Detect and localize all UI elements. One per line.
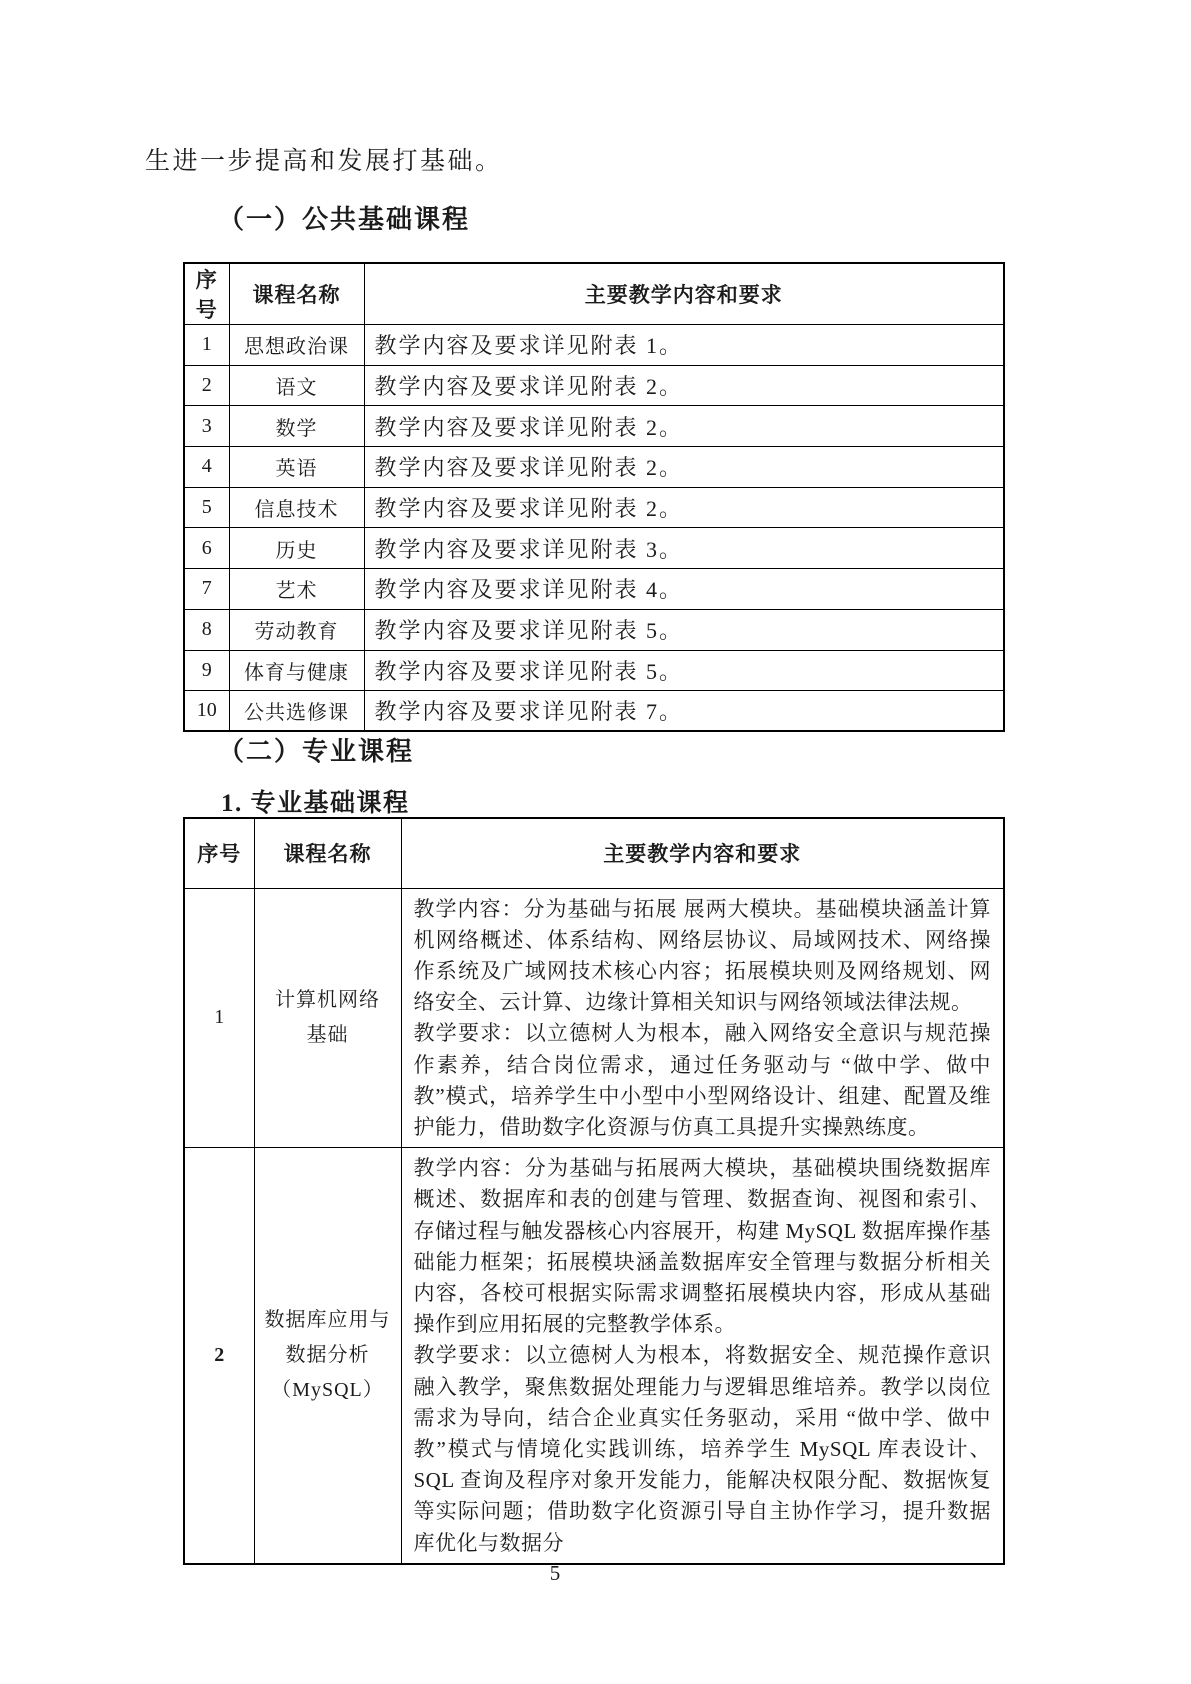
column-header-no: 序号	[184, 263, 229, 325]
table-row	[184, 487, 1004, 528]
cell-content: 教学内容及要求详见附表 5。	[364, 650, 1004, 691]
table-row-database-mysql	[184, 1148, 1004, 1564]
cell-course-name: 历史	[229, 528, 364, 569]
table-row	[184, 365, 1004, 406]
column-header-course-name: 课程名称	[229, 263, 364, 325]
cell-course-name: 数学	[229, 406, 364, 447]
table-row	[184, 325, 1004, 366]
cell-no: 7	[184, 569, 229, 610]
cell-no: 2	[184, 1148, 254, 1564]
cell-course-name: 艺术	[229, 569, 364, 610]
column-header-course-name: 课程名称	[254, 818, 401, 888]
cell-course-name: 信息技术	[229, 487, 364, 528]
cell-no: 5	[184, 487, 229, 528]
cell-content: 教学内容及要求详见附表 4。	[364, 569, 1004, 610]
cell-no: 8	[184, 609, 229, 650]
table-row-computer-network	[184, 888, 1004, 1148]
section-heading-public-basic-courses: （一）公共基础课程	[218, 205, 471, 234]
cell-content: 教学内容及要求详见附表 2。	[364, 447, 1004, 488]
cell-course-name: 英语	[229, 447, 364, 488]
cell-content	[401, 888, 1004, 1148]
cell-content: 教学内容及要求详见附表 3。	[364, 528, 1004, 569]
cell-content	[401, 1148, 1004, 1564]
cell-content: 教学内容及要求详见附表 2。	[364, 487, 1004, 528]
page-number: 5	[549, 1561, 561, 1585]
table-row	[184, 609, 1004, 650]
course-name-line: 基础	[306, 1023, 349, 1046]
cell-course-name: 语文	[229, 365, 364, 406]
major-basic-courses-table	[183, 817, 1005, 1565]
column-header-content: 主要教学内容和要求	[364, 263, 1004, 325]
cell-no: 1	[184, 325, 229, 366]
subsection-heading-major-basic-courses: 1. 专业基础课程	[221, 790, 410, 817]
cell-content: 教学内容及要求详见附表 5。	[364, 609, 1004, 650]
table-row	[184, 569, 1004, 610]
intro-paragraph: 生进一步提高和发展打基础。	[145, 148, 503, 175]
cell-no: 6	[184, 528, 229, 569]
cell-no: 2	[184, 365, 229, 406]
cell-course-name: 思想政治课	[229, 325, 364, 366]
table-row	[184, 528, 1004, 569]
section-heading-major-courses: （二）专业课程	[218, 737, 415, 766]
public-basic-courses-table	[183, 262, 1005, 732]
column-header-no: 序号	[184, 818, 254, 888]
cell-no: 4	[184, 447, 229, 488]
table-row	[184, 447, 1004, 488]
teaching-content-paragraph: 教学内容：分为基础与拓展 展两大模块。基础模块涵盖计算机网络概述、体系结构、网络层协议、局域网技术、网络操作系统及广域网技术核心内容；拓展模块则及网络规划、网络安全、云计算、边缘计算相关知识与网络领域法律法规。	[413, 896, 991, 1015]
column-header-content: 主要教学内容和要求	[401, 818, 1004, 888]
cell-content: 教学内容及要求详见附表 7。	[364, 691, 1004, 732]
teaching-content-paragraph: 教学内容：分为基础与拓展两大模块，基础模块围绕数据库概述、数据库和表的创建与管理、数据查询、视图和索引、存储过程与触发器核心内容展开，构建 MySQL 数据库操作基础能力框架；拓展模块涵盖数据库安全管理与数据分析相关内容，各校可根据实际需求调整拓展模块内容，形成从基础操作到应用拓展的完整教学体系。	[413, 1156, 991, 1337]
table-row	[184, 406, 1004, 447]
course-name-line: 数据分析	[285, 1343, 370, 1366]
table-header-row	[184, 263, 1004, 325]
cell-course-name	[254, 888, 401, 1148]
cell-no: 1	[184, 888, 254, 1148]
course-name-line: 计算机网络	[275, 988, 380, 1011]
cell-no: 9	[184, 650, 229, 691]
cell-content: 教学内容及要求详见附表 2。	[364, 365, 1004, 406]
course-name-line: （MySQL）	[271, 1378, 384, 1401]
cell-content: 教学内容及要求详见附表 1。	[364, 325, 1004, 366]
cell-course-name: 体育与健康	[229, 650, 364, 691]
cell-content: 教学内容及要求详见附表 2。	[364, 406, 1004, 447]
course-name-line: 数据库应用与	[264, 1308, 391, 1331]
cell-course-name	[254, 1148, 401, 1564]
cell-no: 3	[184, 406, 229, 447]
cell-no: 10	[184, 691, 229, 732]
table-header-row	[184, 818, 1004, 888]
cell-course-name: 劳动教育	[229, 609, 364, 650]
table-row	[184, 691, 1004, 732]
teaching-requirement-paragraph: 教学要求：以立德树人为根本，将数据安全、规范操作意识融入教学，聚焦数据处理能力与逻辑思维培养。教学以岗位需求为导向，结合企业真实任务驱动，采用 “做中学、做中教”模式与情境化实践训练，培养学生 MySQL 库表设计、SQL 查询及程序对象开发能力，能解决权限分配、数据恢复等实际问题；借助数字化资源引导自主协作学习，提升数据库优化与数据分	[413, 1343, 991, 1555]
teaching-requirement-paragraph: 教学要求：以立德树人为根本，融入网络安全意识与规范操作素养，结合岗位需求，通过任务驱动与 “做中学、做中教”模式，培养学生中小型中小型网络设计、组建、配置及维护能力，借助数字化资源与仿真工具提升实操熟练度。	[413, 1021, 991, 1139]
cell-course-name: 公共选修课	[229, 691, 364, 732]
table-row	[184, 650, 1004, 691]
